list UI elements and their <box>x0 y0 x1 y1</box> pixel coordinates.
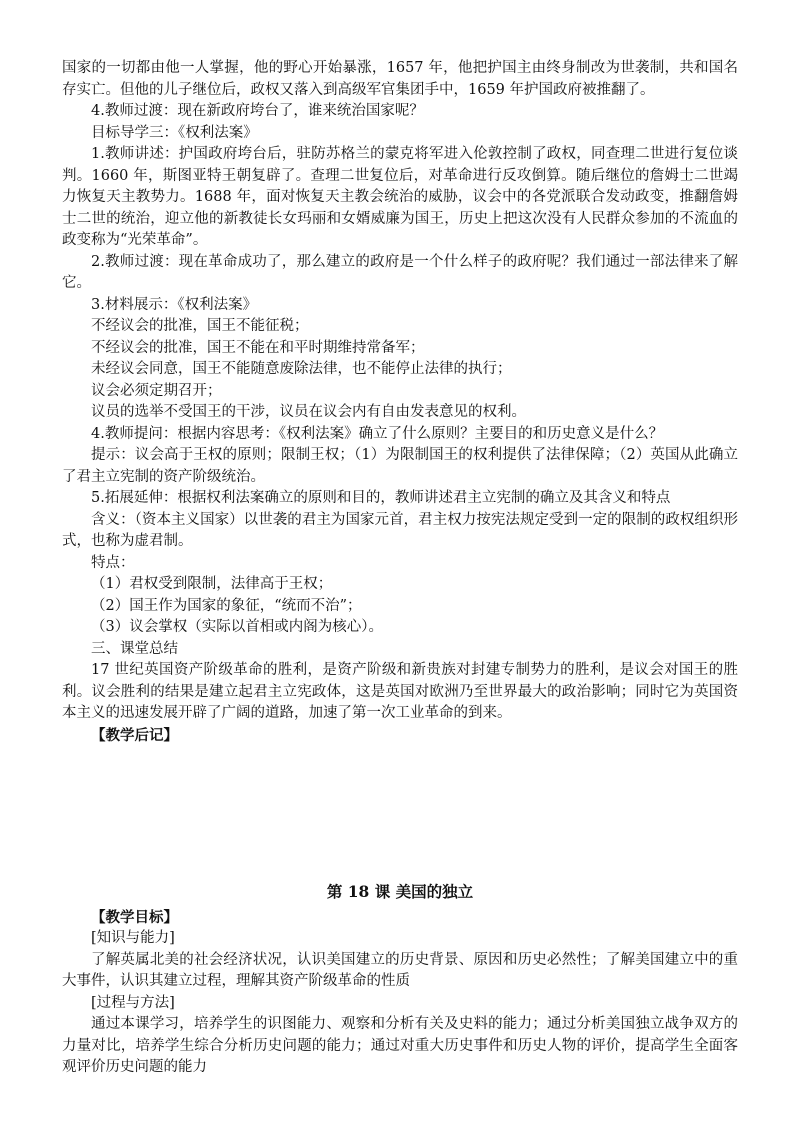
paragraph: （3）议会掌权（实际以首相或内阁为核心）。 <box>91 619 383 635</box>
paragraph: 17 世纪英国资产阶级革命的胜利，是资产阶级和新贵族对封建专制势力的胜利，是议会对国王的胜利。议会胜利的结果是建立起君主立宪政体，这是英国对欧洲乃至世界最大的政治影响；同时它为英国资本主义的迅速发展开辟了广阔的道路，加速了第一次工业革命的到来。 <box>62 662 738 721</box>
paragraph: 4.教师提问：根据内容思考：《权利法案》确立了什么原则？主要目的和历史意义是什么？ <box>91 425 664 442</box>
paragraph: 2.教师过渡：现在革命成功了，那么建立的政府是一个什么样子的政府呢？我们通过一部法律来了解它。 <box>62 253 738 291</box>
paragraph: 目标导学三：《权利法案》 <box>91 124 258 141</box>
paragraph: 未经议会同意，国王不能随意废除法律，也不能停止法律的执行； <box>91 361 512 377</box>
paragraph: 不经议会的批准，国王不能征税； <box>91 318 309 334</box>
paragraph: 特点： <box>91 554 135 571</box>
paragraph: 5.拓展延伸：根据权利法案确立的原则和目的，教师讲述君主立宪制的确立及其含义和特点 <box>91 490 671 506</box>
paragraph: 3.材料展示：《权利法案》 <box>91 296 258 313</box>
paragraph: 含义：（资本主义国家）以世袭的君主为国家元首，君主权力按宪法规定受到一定的限制的政权组织形式，也称为虚君制。 <box>62 511 738 549</box>
paragraph: （2）国王作为国家的象征，“统而不治”； <box>91 597 362 614</box>
paragraph: 【教学目标】 <box>91 908 178 926</box>
paragraph: 议会必须定期召开； <box>91 382 222 399</box>
section-lesson-18 <box>62 907 738 1079</box>
paragraph: [过程与方法] <box>91 994 175 1011</box>
paragraph: [知识与能力] <box>91 930 175 946</box>
paragraph: 4.教师过渡：现在新政府垮台了，谁来统治国家呢？ <box>91 103 424 119</box>
paragraph: （1）君权受到限制，法律高于王权； <box>91 576 333 592</box>
section-bill-of-rights <box>62 58 738 746</box>
paragraph: 三、课堂总结 <box>91 640 178 657</box>
paragraph: 不经议会的批准，国王不能在和平时期维持常备军； <box>91 339 425 356</box>
paragraph: 1.教师讲述：护国政府垮台后，驻防苏格兰的蒙克将军进入伦敦控制了政权，同查理二世进行复位谈判。1660 年，斯图亚特王朝复辟了。查理二世复位后，对革命进行反攻倒算。随后继位的詹姆士二世竭力恢复天主教势力。1688 年，面对恢复天主教会统治的威胁，议会中的各党派联合发动政变，推翻詹姆士二世的统治，迎立他的新教徒长女玛丽和女婿威廉为国王，历史上把这次没有人民群众参加的不流血的政变称为“光荣革命”。 <box>62 146 738 248</box>
paragraph: 通过本课学习，培养学生的识图能力、观察和分析有关及史料的能力；通过分析美国独立战争双方的力量对比，培养学生综合分析历史问题的能力；通过对重大历史事件和历史人物的评价，提高学生全面客观评价历史问题的能力 <box>62 1016 738 1075</box>
paragraph: 提示：议会高于王权的原则；限制王权；（1）为限制国王的权利提供了法律保障；（2）英国从此确立了君主立宪制的资产阶级统治。 <box>62 447 738 485</box>
document-page <box>62 58 738 1079</box>
paragraph: 了解英属北美的社会经济状况，认识美国建立的历史背景、原因和历史必然性；了解美国建立中的重大事件，认识其建立过程，理解其资产阶级革命的性质 <box>62 951 738 989</box>
paragraph: 【教学后记】 <box>91 726 178 744</box>
paragraph: 议员的选举不受国王的干涉，议员在议会内有自由发表意见的权利。 <box>91 404 526 420</box>
paragraph: 国家的一切都由他一人掌握，他的野心开始暴涨，1657 年，他把护国主由终身制改为世袭制，共和国名存实亡。但他的儿子继位后，政权又落入到高级军官集团手中，1659 年护国政府被推翻了。 <box>62 60 738 98</box>
lesson-title: 第 18 课 美国的独立 <box>326 882 474 901</box>
